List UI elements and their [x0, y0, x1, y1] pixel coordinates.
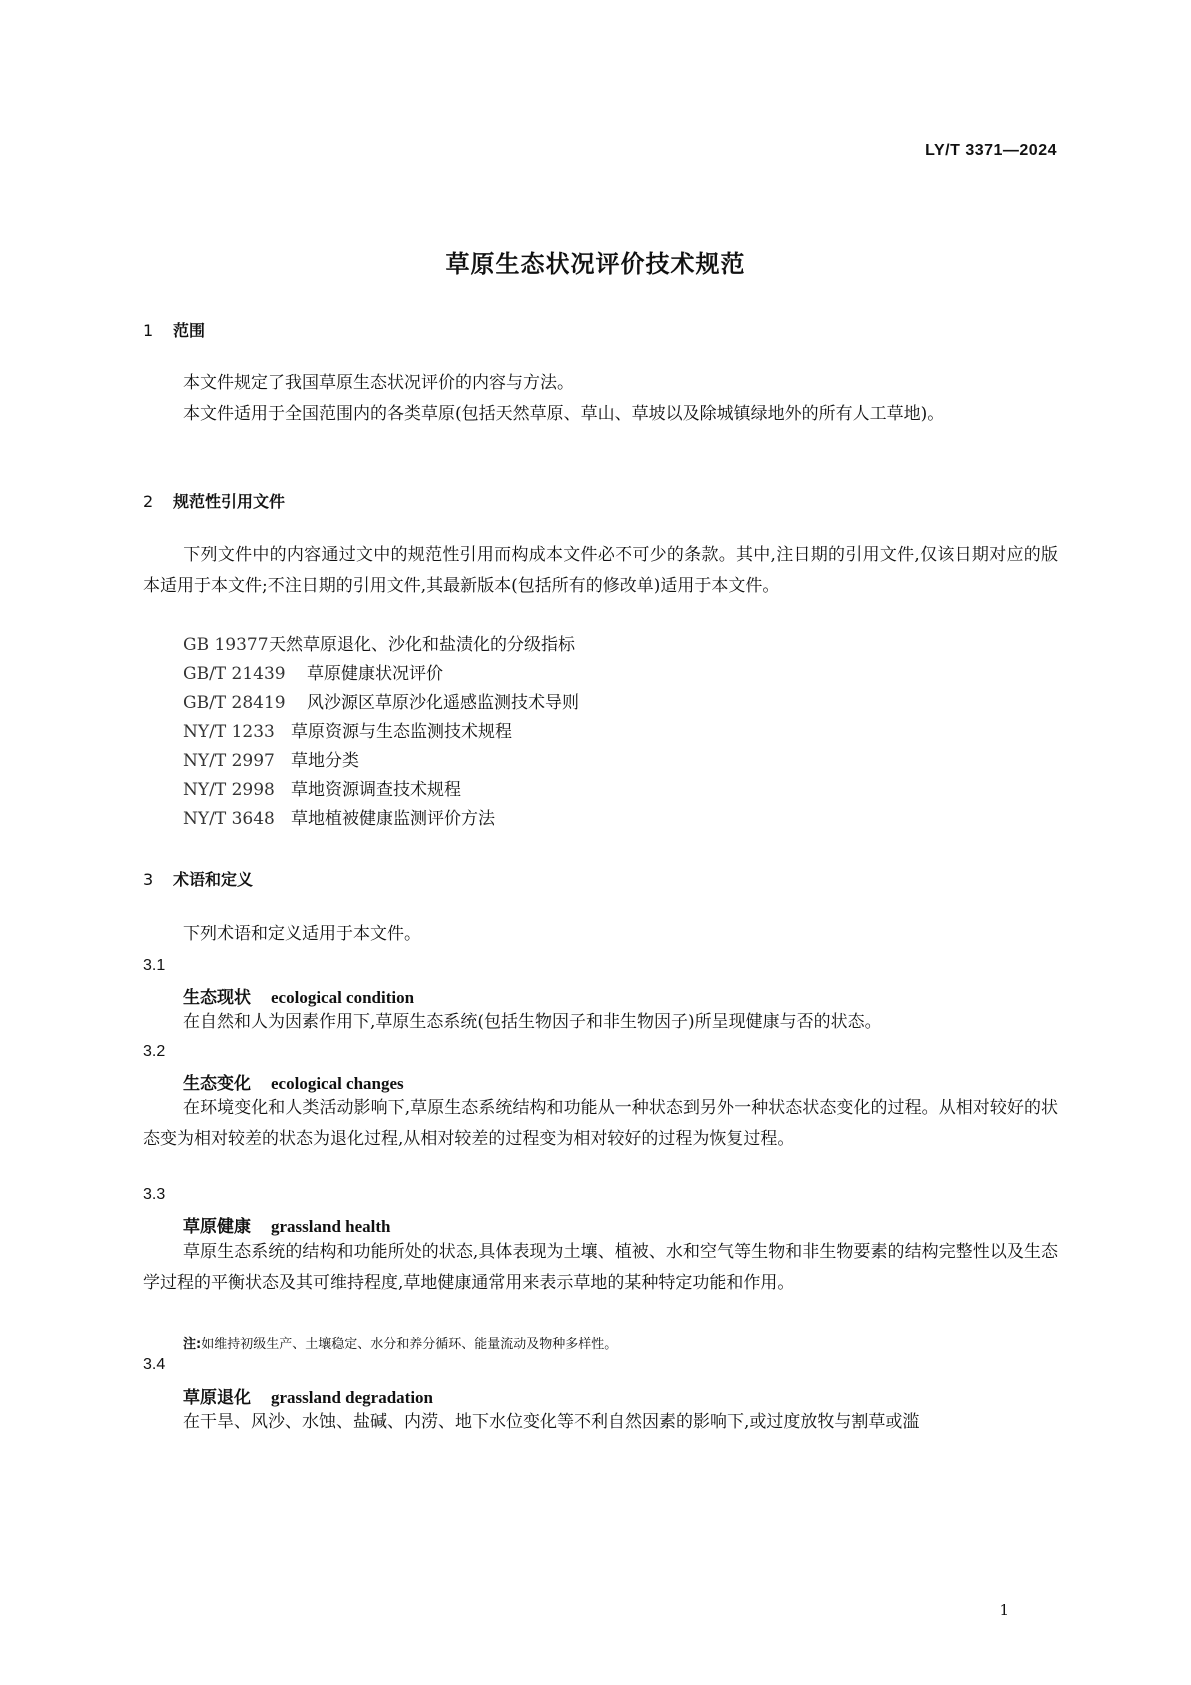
page-number: 1 — [999, 1601, 1009, 1619]
reference-item: NY/T 2997 草地分类 — [183, 751, 359, 771]
term-heading: 草原健康 grassland health — [183, 1217, 391, 1237]
term-definition: 在干旱、风沙、水蚀、盐碱、内涝、地下水位变化等不利自然因素的影响下,或过度放牧与割草或滥 — [183, 1412, 920, 1432]
section-3-heading — [143, 867, 253, 890]
term-definition: 在环境变化和人类活动影响下,草原生态系统结构和功能从一种状态到另外一种状态状态变化的过程。从相对较好的状态变为相对较差的状态为退化过程,从相对较差的过程变为相对较好的过程为恢复过程。 — [143, 1098, 1058, 1149]
term-definition: 草原生态系统的结构和功能所处的状态,具体表现为土壤、植被、水和空气等生物和非生物要素的结构完整性以及生态学过程的平衡状态及其可维持程度,草地健康通常用来表示草地的某种特定功能和作用。 — [143, 1242, 1058, 1293]
section-title: 范围 — [173, 321, 206, 340]
section-1-heading — [143, 318, 205, 341]
reference-item: NY/T 1233 草原资源与生态监测技术规程 — [183, 722, 512, 742]
paragraph: 本文件规定了我国草原生态状况评价的内容与方法。 — [183, 373, 574, 393]
term-number: 3.4 — [143, 1356, 166, 1373]
standard-code: LY/T 3371—2024 — [925, 142, 1057, 159]
term-number: 3.1 — [143, 957, 166, 974]
reference-item: NY/T 2998 草地资源调查技术规程 — [183, 780, 461, 800]
paragraph: 本文件适用于全国范围内的各类草原(包括天然草原、草山、草坡以及除城镇绿地外的所有人工草地)。 — [183, 404, 945, 424]
section-title: 术语和定义 — [173, 870, 254, 889]
document-title: 草原生态状况评价技术规范 — [445, 250, 746, 278]
term-heading: 草原退化 grassland degradation — [183, 1388, 433, 1408]
term-definition: 在自然和人为因素作用下,草原生态系统(包括生物因子和非生物因子)所呈现健康与否的状态。 — [183, 1012, 882, 1032]
paragraph: 下列文件中的内容通过文中的规范性引用而构成本文件必不可少的条款。其中,注日期的引用文件,仅该日期对应的版本适用于本文件;不注日期的引用文件,其最新版本(包括所有的修改单)适用于本文件。 — [143, 545, 1058, 596]
section-number: 3 — [143, 870, 154, 889]
note: 注:如维持初级生产、土壤稳定、水分和养分循环、能量流动及物种多样性。 — [183, 1337, 618, 1352]
reference-item: GB/T 21439 草原健康状况评价 — [183, 664, 443, 684]
section-title: 规范性引用文件 — [173, 492, 286, 511]
paragraph: 下列术语和定义适用于本文件。 — [183, 924, 421, 944]
term-heading: 生态变化 ecological changes — [183, 1074, 404, 1094]
section-number: 1 — [143, 321, 154, 340]
section-number: 2 — [143, 492, 154, 511]
term-heading: 生态现状 ecological condition — [183, 988, 415, 1008]
section-2-heading — [143, 489, 285, 512]
term-number: 3.3 — [143, 1186, 166, 1203]
reference-item: GB 19377天然草原退化、沙化和盐渍化的分级指标 — [183, 635, 575, 655]
reference-item: GB/T 28419 风沙源区草原沙化遥感监测技术导则 — [183, 693, 579, 713]
reference-item: NY/T 3648 草地植被健康监测评价方法 — [183, 809, 495, 829]
term-number: 3.2 — [143, 1043, 166, 1060]
